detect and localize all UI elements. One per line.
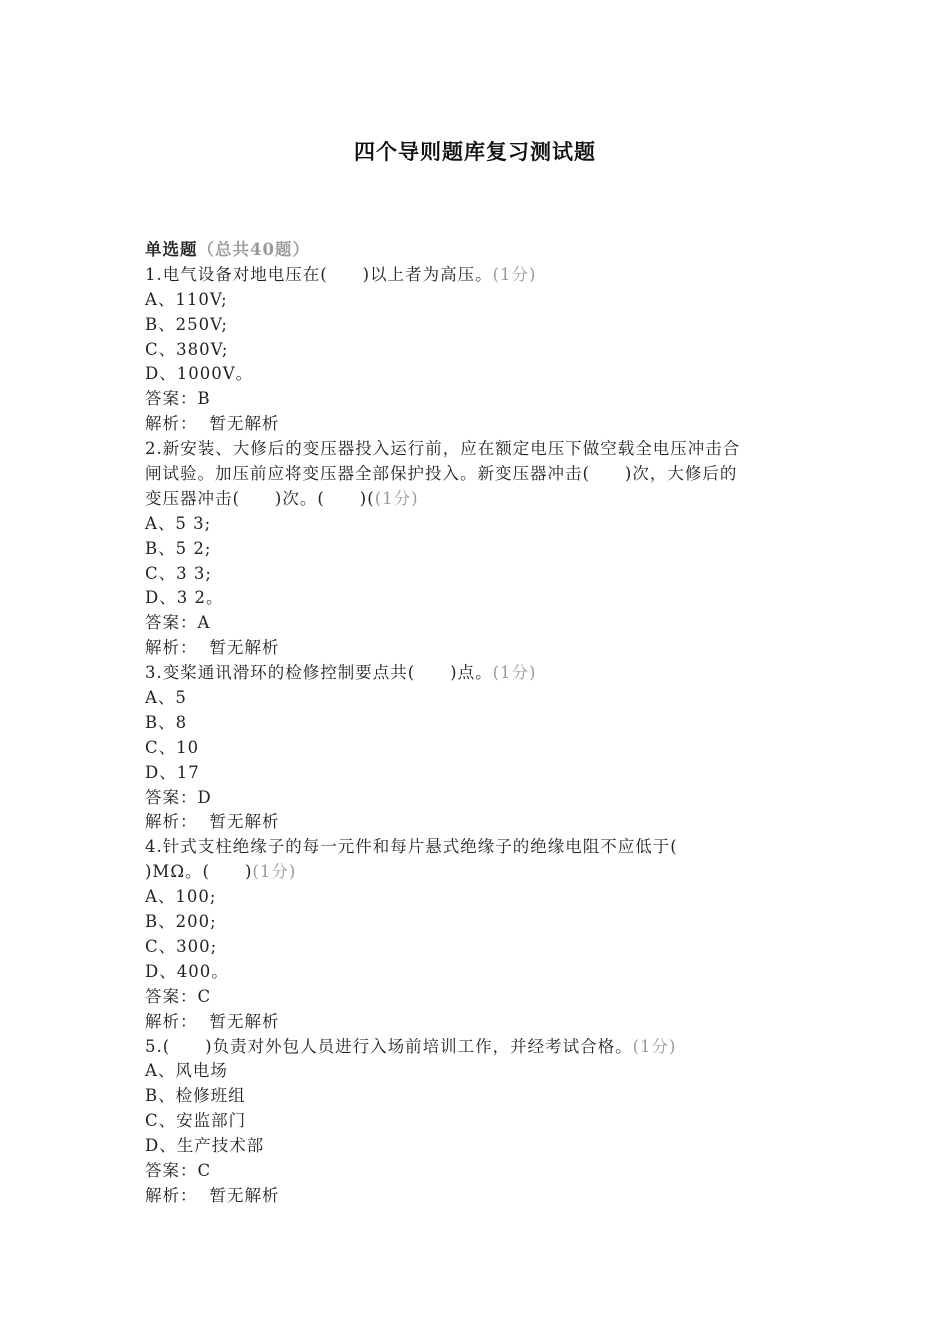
- analysis-line: [145, 1010, 805, 1035]
- question-score: (1分): [632, 1036, 677, 1056]
- option-item: B、5 2;: [145, 538, 212, 558]
- question-text-line: [145, 437, 805, 462]
- answer-value: C: [197, 1160, 212, 1180]
- question-text: )MΩ。( ): [145, 862, 253, 882]
- option-item: B、8: [145, 712, 188, 732]
- option-item: C、300;: [145, 936, 218, 956]
- section-total: （总共40题）: [197, 240, 310, 259]
- option-item: D、17: [145, 762, 200, 782]
- question-text-line: [145, 661, 805, 686]
- analysis-label: 解析：: [145, 414, 198, 434]
- answer-line: [145, 1159, 805, 1184]
- question-block: [145, 835, 805, 1034]
- answer-value: B: [197, 389, 211, 409]
- option-item: C、10: [145, 737, 200, 757]
- answer-value: D: [197, 787, 212, 807]
- analysis-label: 解析：: [145, 638, 198, 658]
- analysis-label: 解析：: [145, 1185, 198, 1205]
- question-text-line: [145, 860, 805, 885]
- answer-value: A: [197, 613, 211, 633]
- analysis-value: 暂无解析: [209, 414, 280, 434]
- question-text: 3.变桨通讯滑环的检修控制要点共( )点。: [145, 663, 493, 683]
- analysis-value: 暂无解析: [209, 1185, 280, 1205]
- question-score: (1分): [492, 663, 537, 683]
- analysis-label: 解析：: [145, 812, 198, 832]
- question-list: [145, 238, 805, 1209]
- option-item: C、安监部门: [145, 1111, 247, 1131]
- option-item: A、110V;: [145, 289, 228, 309]
- answer-label: 答案：: [145, 613, 198, 633]
- question-block: [145, 263, 805, 437]
- option-item: D、生产技术部: [145, 1136, 265, 1156]
- analysis-value: 暂无解析: [209, 638, 280, 658]
- question-text: 闸试验。加压前应将变压器全部保护投入。新变压器冲击( )次，大修后的: [145, 464, 738, 484]
- option-item: C、380V;: [145, 339, 229, 359]
- questions-container: [145, 263, 805, 1209]
- question-score: (1分): [492, 264, 537, 284]
- question-text: 变压器冲击( )次。( )(: [145, 488, 375, 508]
- option-item: B、200;: [145, 912, 217, 932]
- option-item: B、检修班组: [145, 1086, 246, 1106]
- document-title: 四个导则题库复习测试题: [354, 139, 596, 164]
- question-score: (1分): [374, 488, 419, 508]
- answer-value: C: [197, 986, 212, 1006]
- question-block: [145, 1035, 805, 1209]
- answer-line: [145, 387, 805, 412]
- analysis-line: [145, 810, 805, 835]
- option-item: B、250V;: [145, 314, 228, 334]
- question-text: 5.( )负责对外包人员进行入场前培训工作，并经考试合格。: [145, 1036, 633, 1056]
- option-item: C、3 3;: [145, 563, 212, 583]
- analysis-line: [145, 412, 805, 437]
- option-item: A、100;: [145, 887, 217, 907]
- question-text-line: [145, 1035, 805, 1060]
- analysis-value: 暂无解析: [209, 812, 280, 832]
- answer-label: 答案：: [145, 1160, 198, 1180]
- question-text: 2.新安装、大修后的变压器投入运行前，应在额定电压下做空载全电压冲击合: [145, 439, 741, 459]
- analysis-label: 解析：: [145, 1011, 198, 1031]
- question-text-line: [145, 462, 805, 487]
- analysis-value: 暂无解析: [209, 1011, 280, 1031]
- question-text: 4.针式支柱绝缘子的每一元件和每片悬式绝缘子的绝缘电阻不应低于(: [145, 837, 678, 857]
- section-heading: [145, 238, 805, 263]
- answer-label: 答案：: [145, 986, 198, 1006]
- question-text-line: [145, 835, 805, 860]
- question-text-line: [145, 487, 805, 512]
- option-item: A、5 3;: [145, 513, 212, 533]
- question-score: (1分): [252, 862, 297, 882]
- analysis-line: [145, 1184, 805, 1209]
- question-block: [145, 437, 805, 661]
- answer-line: [145, 611, 805, 636]
- option-item: A、风电场: [145, 1061, 228, 1081]
- answer-line: [145, 786, 805, 811]
- option-item: D、400。: [145, 961, 229, 981]
- question-text: 1.电气设备对地电压在( )以上者为高压。: [145, 264, 493, 284]
- option-item: D、3 2。: [145, 588, 224, 608]
- section-name: 单选题: [145, 240, 198, 259]
- option-item: A、5: [145, 688, 187, 708]
- question-block: [145, 661, 805, 835]
- answer-label: 答案：: [145, 787, 198, 807]
- question-text-line: [145, 263, 805, 288]
- answer-label: 答案：: [145, 389, 198, 409]
- option-item: D、1000V。: [145, 364, 254, 384]
- answer-line: [145, 985, 805, 1010]
- analysis-line: [145, 636, 805, 661]
